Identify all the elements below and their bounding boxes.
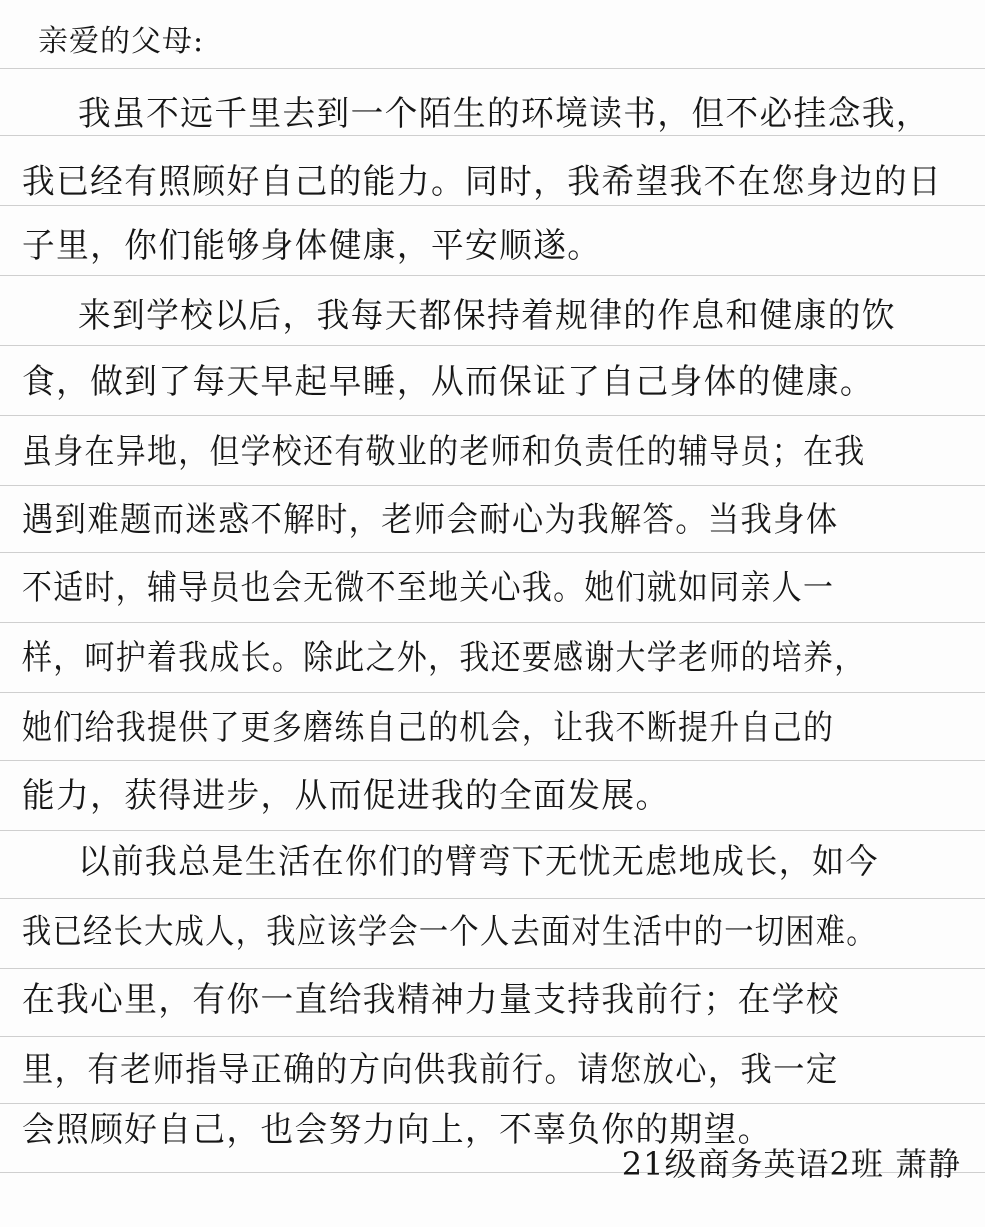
ruled-line xyxy=(0,1103,985,1104)
letter-line: 样，呵护着我成长。除此之外，我还要感谢大学老师的培养， xyxy=(22,638,866,678)
ruled-line xyxy=(0,485,985,486)
letter-line: 食，做到了每天早起早睡，从而保证了自己身体的健康。 xyxy=(22,362,874,402)
ruled-line xyxy=(0,135,985,136)
ruled-line xyxy=(0,275,985,276)
letter-line: 会照顾好自己，也会努力向上，不辜负你的期望。 xyxy=(22,1110,772,1150)
letter-signature: 21级商务英语2班 萧静 xyxy=(621,1145,961,1183)
letter-line: 里，有老师指导正确的方向供我前行。请您放心，我一定 xyxy=(22,1050,839,1090)
ruled-line xyxy=(0,760,985,761)
letter-line: 她们给我提供了更多磨练自己的机会，让我不断提升自己的 xyxy=(22,708,835,748)
letter-greeting: 亲爱的父母: xyxy=(38,24,205,59)
ruled-line xyxy=(0,968,985,969)
ruled-line xyxy=(0,692,985,693)
ruled-line xyxy=(0,830,985,831)
letter-line: 不适时，辅导员也会无微不至地关心我。她们就如同亲人一 xyxy=(22,568,835,608)
ruled-line xyxy=(0,622,985,623)
letter-line: 子里，你们能够身体健康，平安顺遂。 xyxy=(22,226,602,266)
letter-line: 能力，获得进步，从而促进我的全面发展。 xyxy=(22,776,670,816)
ruled-line xyxy=(0,1036,985,1037)
letter-line: 虽身在异地，但学校还有敬业的老师和负责任的辅导员；在我 xyxy=(22,432,866,472)
letter-line: 以前我总是生活在你们的臂弯下无忧无虑地成长，如今 xyxy=(78,842,879,882)
ruled-line xyxy=(0,345,985,346)
ruled-line xyxy=(0,415,985,416)
ruled-line xyxy=(0,68,985,69)
letter-line: 遇到难题而迷惑不解时，老师会耐心为我解答。当我身体 xyxy=(22,500,839,540)
ruled-line xyxy=(0,205,985,206)
letter-line: 我已经长大成人，我应该学会一个人去面对生活中的一切困难。 xyxy=(22,912,877,952)
letter-line: 来到学校以后，我每天都保持着规律的作息和健康的饮 xyxy=(78,296,896,336)
ruled-line xyxy=(0,552,985,553)
letter-line: 我虽不远千里去到一个陌生的环境读书，但不必挂念我， xyxy=(78,94,930,134)
letter-line: 在我心里，有你一直给我精神力量支持我前行；在学校 xyxy=(22,980,840,1020)
ruled-line xyxy=(0,898,985,899)
letter-line: 我已经有照顾好自己的能力。同时，我希望我不在您身边的日 xyxy=(22,162,943,202)
